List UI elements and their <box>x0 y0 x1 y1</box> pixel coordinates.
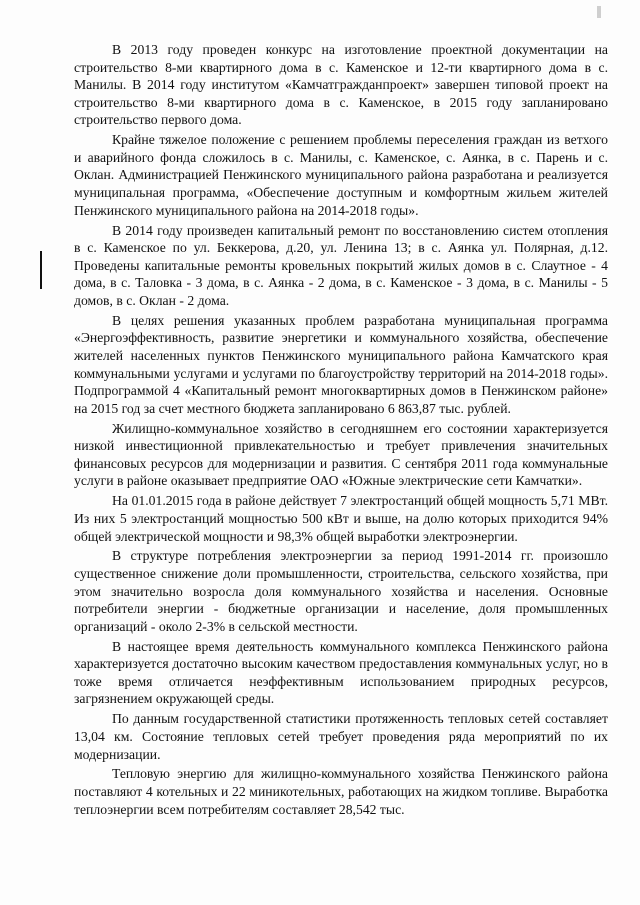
paragraph-3: В 2014 году произведен капитальный ремонт по восстановлению систем отопления в с. Каменское по ул. Беккерова, д.20, ул. Ленина 13; в с. Аянка ул. Полярная, д.12. Проведены капитальные ремонты кровельных покрытий жилых домов в с. Слаутное - 4 дома, в с. Таловка - 3 дома, в с. Аянка - 2 дома, в с. Каменское - 3 дома, в с. Манилы - 5 домов, в с. Оклан - 2 дома. <box>74 222 608 308</box>
paragraph-1: В 2013 году проведен конкурс на изготовление проектной документации на строительство 8-ми квартирного дома в с. Каменское и 12-ти квартирного дома в с. Манилы. В 2014 году институтом «Камчатгражданпроект» завершен типовой проект на строительство 8-ми квартирного дома в с. Каменское, в 2015 году запланировано строительство первого дома. <box>74 42 608 128</box>
margin-line-mark <box>40 251 42 289</box>
paragraph-4: В целях решения указанных проблем разработана муниципальная программа «Энергоэффективность, развитие энергетики и коммунального хозяйства, обеспечение жителей населенных пунктов Пенжинского муниципального района Камчатского края коммунальными услугами и услугами по благоустройству территорий на 2014-2018 годы». Подпрограммой 4 «Капитальный ремонт многоквартирных домов в Пенжинском районе» на 2015 год за счет местного бюджета запланировано 6 863,87 тыс. рублей. <box>74 312 608 416</box>
paragraph-9: По данным государственной статистики протяженность тепловых сетей составляет 13,04 км. Состояние тепловых сетей требует проведения ряда мероприятий по их модернизации. <box>74 711 608 762</box>
paragraph-8: В настоящее время деятельность коммунального комплекса Пенжинского района характеризуется достаточно высоким качеством предоставления коммунальных услуг, но в тоже время отличается неэффективным использованием природных ресурсов, загрязнением окружающей среды. <box>74 638 608 707</box>
scan-mark <box>597 6 601 18</box>
document-body <box>74 41 608 821</box>
paragraph-10: Тепловую энергию для жилищно-коммунального хозяйства Пенжинского района поставляют 4 котельных и 22 миникотельных, работающих на жидком топливе. Выработка теплоэнергии всем потребителям составляет 28,542 тыс. <box>74 766 608 817</box>
paragraph-6: На 01.01.2015 года в районе действует 7 электростанций общей мощность 5,71 МВт. Из них 5 электростанций мощностью 500 кВт и выше, на долю которых приходится 94% общей электрической мощности и 98,3% общей выработки электроэнергии. <box>74 493 608 544</box>
paragraph-7: В структуре потребления электроэнергии за период 1991-2014 гг. произошло существенное снижение доли промышленности, строительства, сельского хозяйства, при этом значительно возросла доля коммунального хозяйства и населения. Основные потребители энергии - бюджетные организации и население, доля промышленных организаций - около 2-3% в сельской местности. <box>74 548 608 634</box>
paragraph-2: Крайне тяжелое положение с решением проблемы переселения граждан из ветхого и аварийного фонда сложилось в с. Манилы, с. Каменское, с. Аянка, в с. Парень и с. Оклан. Администрацией Пенжинского муниципального района разработана и реализуется муниципальная программа, «Обеспечение доступным и комфортным жильем жителей Пенжинского муниципального района на 2014-2018 годы». <box>74 132 608 218</box>
paragraph-5: Жилищно-коммунальное хозяйство в сегодняшнем его состоянии характеризуется низкой инвестиционной привлекательностью и требует привлечения значительных финансовых ресурсов для модернизации и развития. С сентября 2011 года коммунальные услуги в районе оказывает предприятие ОАО «Южные электрические сети Камчатки». <box>74 420 608 489</box>
